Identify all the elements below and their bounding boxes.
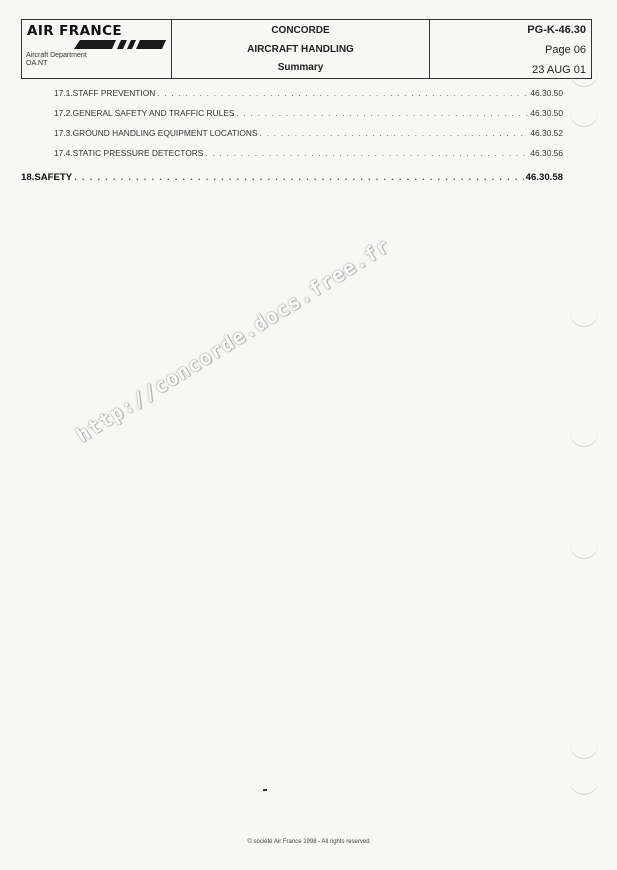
toc-entry-page: 46.30.50 [530,108,563,118]
brand-cell [22,20,172,78]
toc-entry-page: 46.30.52 [530,128,563,138]
revision-date: 23 AUG 01 [532,64,586,76]
binder-hole-mark [570,308,598,327]
department-line-2: OA.NT [26,60,48,67]
binder-hole-mark [570,540,598,559]
toc-leader-dots [157,88,528,98]
toc-entry[interactable] [54,128,563,138]
doc-reference: PG-K-46.30 [527,24,586,36]
title-summary: Summary [277,62,324,73]
toc-entry-label: 17.3.GROUND HANDLING EQUIPMENT LOCATIONS [54,128,258,138]
binder-hole-mark [570,428,598,447]
toc-leader-dots [236,108,528,118]
page-number: Page 06 [545,44,586,56]
title-cell [172,20,430,78]
toc-entry-label: 17.1.STAFF PREVENTION [54,88,156,98]
toc-entry-page: 46.30.50 [530,88,563,98]
department-line-1: Aircraft Department [26,52,87,59]
document-header [21,19,592,79]
toc-leader-dots [260,128,529,138]
copyright-footer: © société Air France 1998 - All rights reserved [247,839,370,845]
toc-leader-dots [205,148,528,158]
title-aircraft-handling: AIRCRAFT HANDLING [247,44,354,55]
toc-entry-page: 46.30.56 [530,148,563,158]
brand-logo-text: AIR FRANCE [27,23,123,39]
toc-entry-label: 18.SAFETY [21,172,73,183]
binder-hole-mark [570,68,598,87]
stray-mark [263,789,267,791]
binder-hole-mark [570,108,598,127]
air-france-stripes-icon [74,40,166,49]
toc-entry[interactable] [54,108,563,118]
title-concorde: CONCORDE [271,25,330,36]
reference-cell [430,20,591,78]
binder-hole-mark [570,776,598,795]
toc-entry[interactable] [54,88,563,98]
toc-entry-label: 17.2.GENERAL SAFETY AND TRAFFIC RULES [54,108,235,118]
watermark-url: http://concorde.docs.free.fr [71,233,395,448]
toc-entry-chapter[interactable] [21,172,563,183]
binder-hole-mark [570,740,598,759]
toc-entry[interactable] [54,148,563,158]
toc-entry-page: 46.30.58 [525,172,563,183]
toc-entry-label: 17.4.STATIC PRESSURE DETECTORS [54,148,204,158]
department-label [26,52,87,68]
toc-leader-dots [74,172,523,183]
